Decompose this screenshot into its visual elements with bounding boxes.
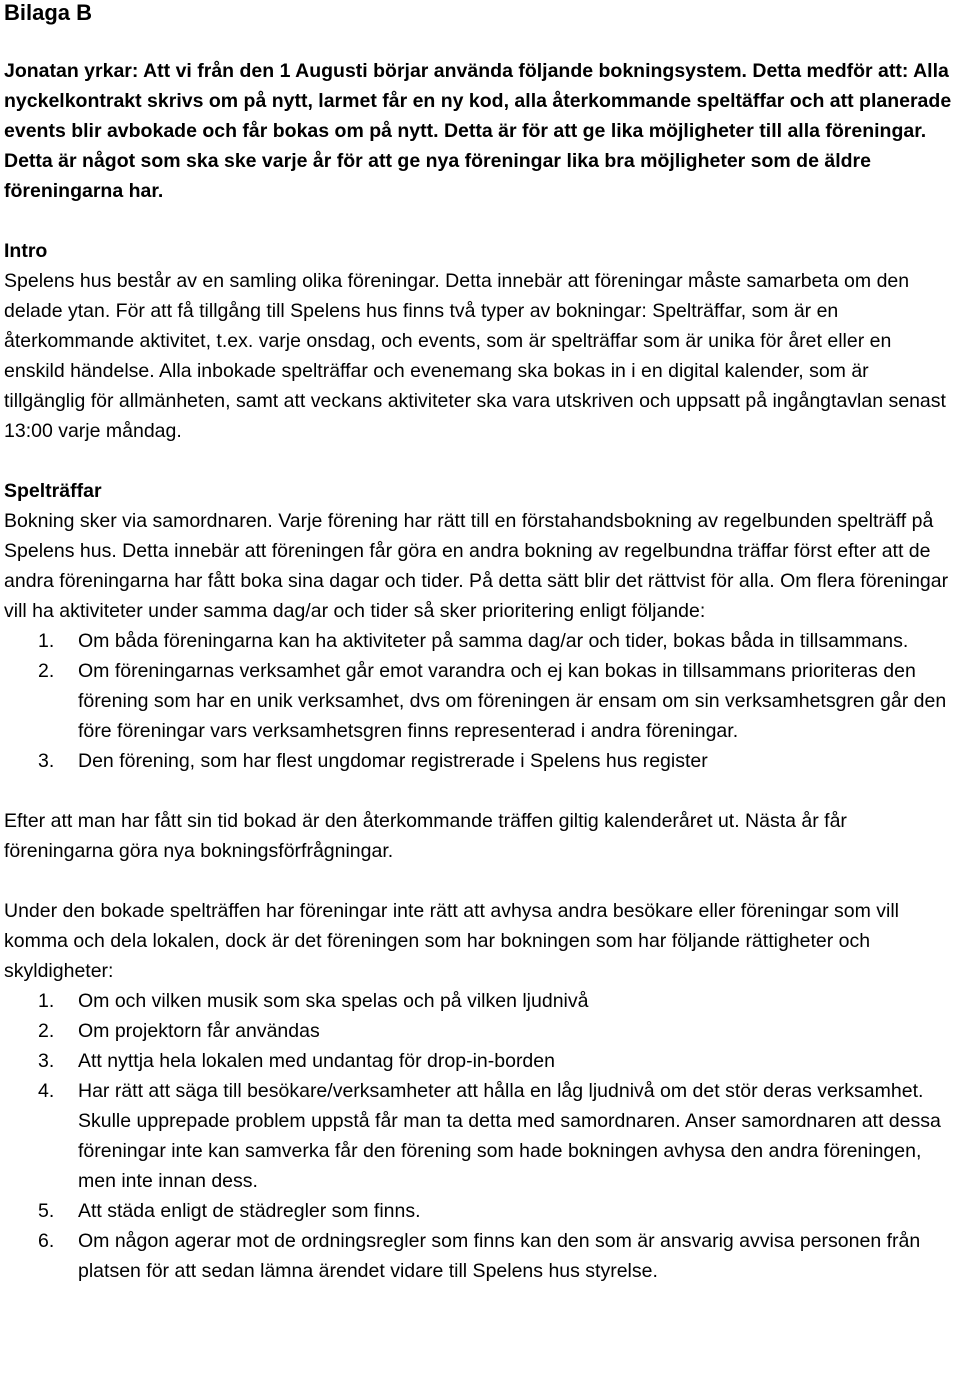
intro-section [4, 236, 954, 446]
list-item [4, 986, 954, 1016]
list-text: Om någon agerar mot de ordningsregler som finns kan den som är ansvarig avvisa personen från platsen för att sedan lämna ärendet vidare till Spelens hus styrelse. [78, 1230, 921, 1282]
list-text: Har rätt att säga till besökare/verksamheter att hålla en låg ljudnivå om det stör deras verksamhet. Skulle upprepade problem uppstå får man ta detta med samordnaren. Anser samordnaren att dessa föreningar inte kan samverka får den förening som hade bokningen avhysa den andra föreningen, men inte innan dess. [78, 1080, 941, 1192]
list-text: Att städa enligt de städregler som finns. [78, 1200, 421, 1222]
speltraffar-heading: Spelträffar [4, 480, 102, 502]
list-item [4, 1046, 954, 1076]
list-item [4, 746, 954, 776]
intro-text: Spelens hus består av en samling olika föreningar. Detta innebär att föreningar måste samarbeta om den delade ytan. För att få tillgång till Spelens hus finns två typer av bokningar: Spelträffar, som är en återkommande aktivitet, t.ex. varje onsdag, och events, som är spelträffar som är unika för året eller en enskild händelse. Alla inbokade spelträffar och evenemang ska bokas in i en digital kalender, som är tillgänglig för allmänheten, samt att veckans aktiviteter ska vara utskriven och uppsatt på ingångtavlan senast 13:00 varje måndag. [4, 270, 946, 442]
list-number: 2. [38, 660, 55, 682]
document-title: Bilaga B [4, 0, 93, 25]
speltraffar-text: Bokning sker via samordnaren. Varje förening har rätt till en förstahandsbokning av regelbunden spelträff på Spelens hus. Detta innebär att föreningen får göra en andra bokning av regelbundna träffar först efter att de andra föreningarna har fått boka sina dagar och tider. På detta sätt blir det rättvist för alla. Om flera föreningar vill ha aktiviteter under samma dag/ar och tider så sker prioritering enligt följande: [4, 510, 949, 622]
list-text: Om föreningarnas verksamhet går emot varandra och ej kan bokas in tillsammans prioriteras den förening som har en unik verksamhet, dvs om föreningen är ensam om sin verksamhetsgren går den före föreningar vars verksamhetsgren finns representerad i andra föreningar. [78, 660, 947, 742]
document-page [4, 0, 954, 1286]
list-item [4, 1016, 954, 1046]
intro-heading: Intro [4, 240, 48, 262]
list-item [4, 1226, 954, 1286]
rights-intro-text: Under den bokade spelträffen har föreningar inte rätt att avhysa andra besökare eller föreningar som vill komma och dela lokalen, dock är det föreningen som har bokningen som har följande rättigheter och skyldigheter: [4, 900, 899, 982]
list-number: 6. [38, 1230, 55, 1252]
list-text: Om båda föreningarna kan ha aktiviteter på samma dag/ar och tider, bokas båda in tillsammans. [78, 630, 909, 652]
list-item [4, 626, 954, 656]
list-number: 4. [38, 1080, 55, 1102]
list-item [4, 1196, 954, 1226]
list-item [4, 1076, 954, 1196]
list-text: Att nyttja hela lokalen med undantag för drop-in-borden [78, 1050, 555, 1072]
list-item [4, 656, 954, 746]
speltraffar-section [4, 476, 954, 1286]
list-number: 3. [38, 1050, 55, 1072]
list-text: Om projektorn får användas [78, 1020, 320, 1042]
list-number: 1. [38, 630, 55, 652]
motion-paragraph: Jonatan yrkar: Att vi från den 1 Augusti börjar använda följande bokningsystem. Detta medför att: Alla nyckelkontrakt skrivs om på nytt, larmet får en ny kod, alla återkommande speltäffar och att planerade events blir avbokade och får bokas om på nytt. Detta är för att ge lika möjligheter till alla föreningar. Detta är något som ska ske varje år för att ge nya föreningar lika bra möjligheter som de äldre föreningarna har. [4, 60, 952, 202]
list-number: 1. [38, 990, 55, 1012]
list-text: Om och vilken musik som ska spelas och på vilken ljudnivå [78, 990, 589, 1012]
rights-list [4, 986, 954, 1286]
list-number: 2. [38, 1020, 55, 1042]
list-number: 3. [38, 750, 55, 772]
list-text: Den förening, som har flest ungdomar registrerade i Spelens hus register [78, 750, 708, 772]
list-number: 5. [38, 1200, 55, 1222]
priority-list [4, 626, 954, 776]
after-booking-text: Efter att man har fått sin tid bokad är den återkommande träffen giltig kalenderåret ut. Nästa år får föreningarna göra nya bokningsförfrågningar. [4, 810, 847, 862]
